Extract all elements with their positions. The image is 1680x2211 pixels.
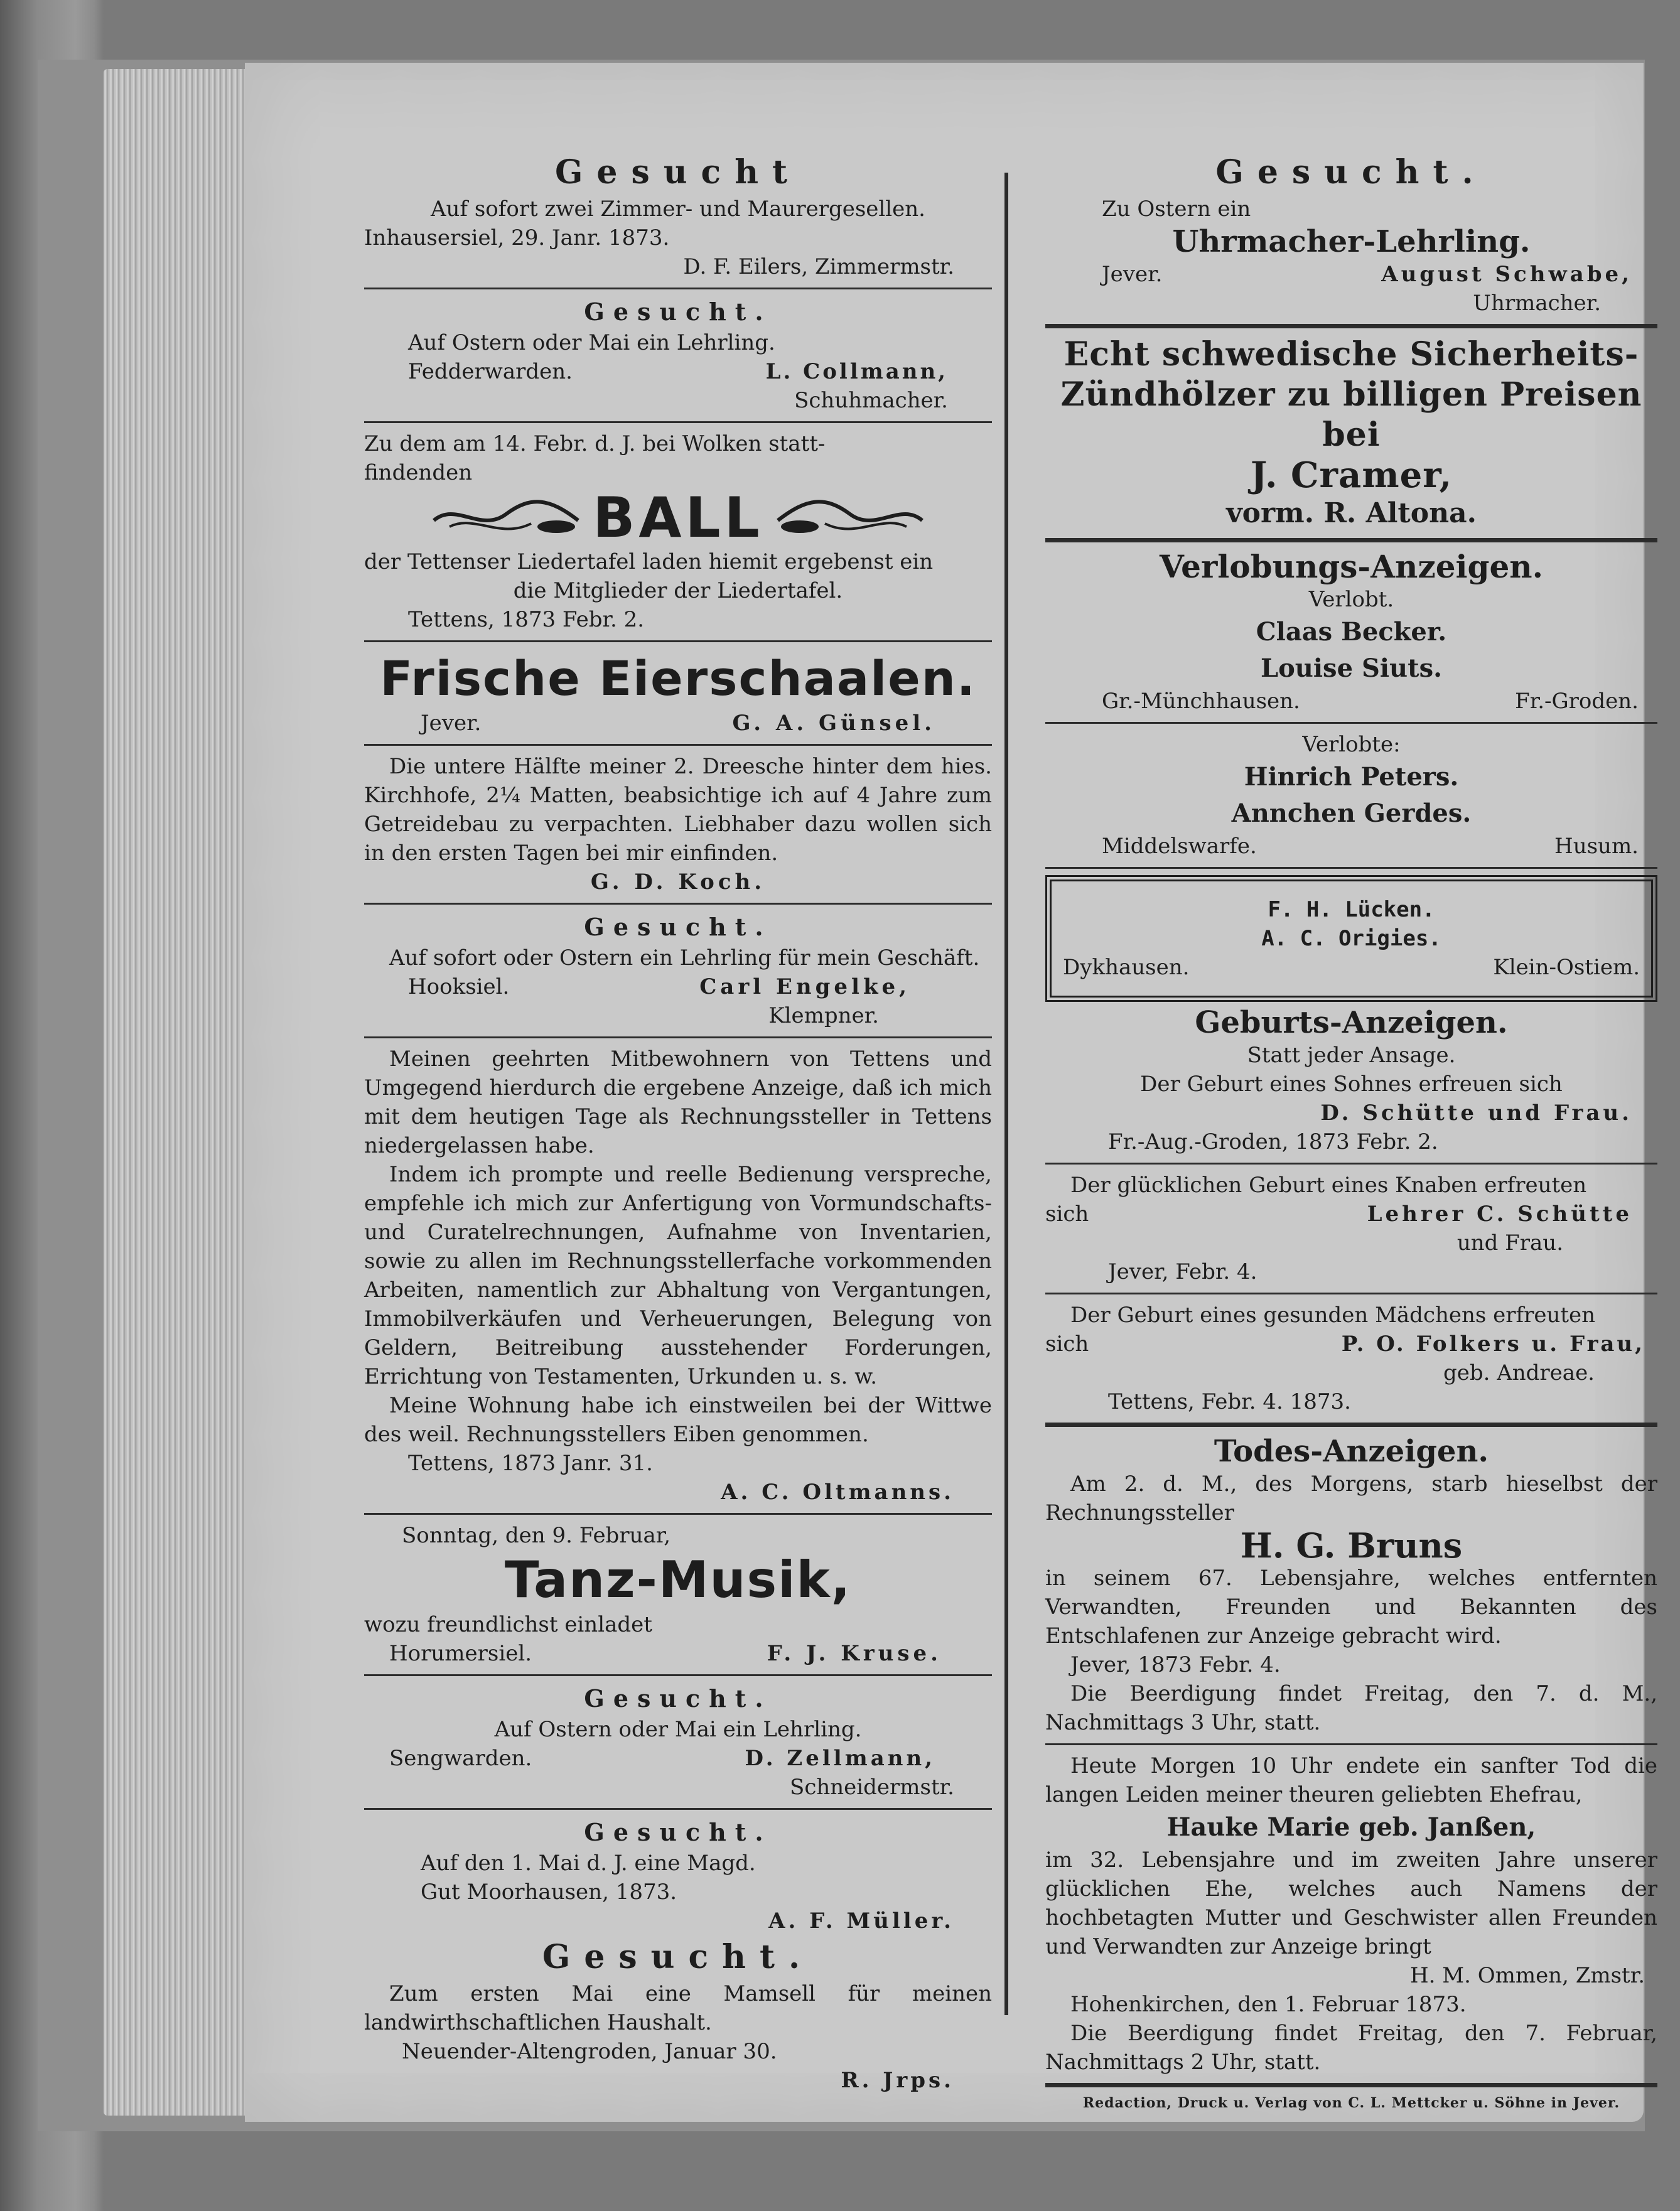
ad-name: Annchen Gerdes. bbox=[1231, 799, 1472, 828]
ad-name: Hauke Marie geb. Janßen, bbox=[1166, 1812, 1536, 1842]
divider bbox=[1045, 1163, 1657, 1165]
ad-tod-bruns bbox=[1045, 1433, 1657, 1737]
ad-date: Inhausersiel, 29. Janr. 1873. bbox=[364, 225, 670, 250]
ad-date: Hohenkirchen, den 1. Februar 1873. bbox=[1070, 1992, 1467, 2017]
divider bbox=[364, 903, 992, 905]
ad-tanzmusik bbox=[364, 1521, 992, 1668]
ad-date: Tettens, 1873 Janr. 31. bbox=[408, 1451, 653, 1476]
section-title: Verlobungs-Anzeigen. bbox=[1159, 548, 1544, 585]
ad-date: Tettens, Febr. 4. 1873. bbox=[1108, 1389, 1351, 1414]
divider bbox=[364, 640, 992, 642]
ad-title: Gesucht. bbox=[542, 1938, 814, 1976]
ad-zuendhoelzer bbox=[1045, 335, 1657, 532]
ad-gesucht-mamsell bbox=[364, 1935, 992, 2095]
left-column bbox=[364, 151, 992, 2095]
ad-text: Auf Ostern oder Mai ein Lehrling. bbox=[408, 330, 775, 355]
ad-title: Gesucht. bbox=[584, 1818, 772, 1846]
divider bbox=[1045, 324, 1657, 328]
divider bbox=[364, 744, 992, 746]
ad-signature: D. F. Eilers, Zimmermstr. bbox=[683, 254, 954, 279]
ad-text: Die Beerdigung findet Freitag, den 7. Februar, Nachmittags 2 Uhr, statt. bbox=[1045, 2021, 1657, 2075]
ad-place: Gr.-Münchhausen. bbox=[1102, 689, 1300, 714]
ad-dreesche bbox=[364, 752, 992, 896]
ad-text: Auf Ostern oder Mai ein Lehrling. bbox=[494, 1717, 862, 1742]
ad-title: Gesucht bbox=[554, 153, 802, 191]
ad-gesucht-magd bbox=[364, 1816, 992, 1935]
section-title: Todes-Anzeigen. bbox=[1214, 1434, 1489, 1469]
ad-text: Die untere Hälfte meiner 2. Dreesche hinter dem hies. Kirchhofe, 2¼ Matten, beabsichtige ich auf 4 Jahre zum Getreidebau zu verpachten. Liebhaber dazu wollen sich in den ersten Tagen bei mir einfinden. bbox=[364, 754, 992, 866]
divider bbox=[1045, 538, 1657, 542]
ad-text: Der glücklichen Geburt eines Knaben erfreuten bbox=[1070, 1173, 1587, 1198]
ad-name: F. J. Kruse. bbox=[767, 1641, 942, 1666]
divider bbox=[1045, 1743, 1657, 1745]
ad-title: Tanz-Musik, bbox=[504, 1551, 852, 1609]
ad-text: Indem ich prompte und reelle Bedienung verspreche, empfehle ich mich zur Anfertigung von Vormundschafts- und Curatelrechnungen, Aufnahme von Inventarien, sowie zu allen im Rechnungsstellerfache vorkommenden Arbeiten, namentlich zur Abhaltung von Vergantungen, Immobilverkäufen und Verheuerungen, Belegung von Geldern, Beitreibung ausstehender Forderungen, Errichtung von Testamenten, Urkunden u. s. w. bbox=[364, 1162, 992, 1389]
ad-signature: A. C. Oltmanns. bbox=[721, 1480, 954, 1505]
ad-title: Gesucht. bbox=[584, 1684, 772, 1713]
ad-title: Gesucht. bbox=[1215, 153, 1487, 191]
imprint: Redaction, Druck u. Verlag von C. L. Mettcker u. Söhne in Jever. bbox=[1082, 2095, 1620, 2111]
ad-text: sich bbox=[1045, 1202, 1089, 1227]
ad-name: August Schwabe, bbox=[1381, 262, 1632, 287]
ad-uhrmacher bbox=[1045, 151, 1657, 318]
ad-date: Tettens, 1873 Febr. 2. bbox=[408, 607, 645, 632]
ad-place: Hooksiel. bbox=[408, 974, 510, 999]
ad-date: Neuender-Altengroden, Januar 30. bbox=[402, 2039, 777, 2064]
ad-footer bbox=[1045, 687, 1657, 716]
ad-geburt-2 bbox=[1045, 1171, 1657, 1286]
ad-ball bbox=[364, 429, 992, 634]
ad-text: Der Geburt eines gesunden Mädchens erfreuten bbox=[1070, 1303, 1596, 1328]
ad-name: Louise Siuts. bbox=[1260, 654, 1443, 683]
ad-text: Meine Wohnung habe ich einstweilen bei der Wittwe des weil. Rechnungsstellers Eiben genommen. bbox=[364, 1393, 992, 1447]
ad-name: Carl Engelke, bbox=[699, 974, 910, 999]
ad-date: Jever, 1873 Febr. 4. bbox=[1070, 1652, 1281, 1677]
ad-rechnungssteller bbox=[364, 1045, 992, 1507]
ad-signature: G. D. Koch. bbox=[590, 869, 766, 895]
ad-geburt-1 bbox=[1045, 1004, 1657, 1156]
ad-signature: R. Jrps. bbox=[841, 2068, 954, 2093]
ad-name: Lehrer C. Schütte bbox=[1367, 1202, 1632, 1227]
divider bbox=[1045, 1423, 1657, 1427]
ad-trade: Schuhmacher. bbox=[794, 388, 948, 413]
ad-name: H. G. Bruns bbox=[1240, 1525, 1463, 1566]
ad-footer bbox=[364, 1639, 992, 1668]
ad-text: sich bbox=[1045, 1331, 1089, 1357]
divider bbox=[1045, 722, 1657, 724]
ad-text: in seinem 67. Lebensjahre, welches entfernten Verwandten, Freunden und Bekannten des Entschlafenen zur Anzeige gebracht wird. bbox=[1045, 1566, 1657, 1649]
ad-text: Zu dem am 14. Febr. d. J. bei Wolken statt- bbox=[364, 431, 826, 456]
ad-text: findenden bbox=[364, 460, 473, 485]
section-title: Geburts-Anzeigen. bbox=[1195, 1005, 1508, 1040]
ad-tod-janssen bbox=[1045, 1751, 1657, 2077]
ad-place: Fr.-Groden. bbox=[1515, 689, 1639, 714]
ad-name: L. Collmann, bbox=[765, 359, 948, 384]
ad-footer bbox=[1045, 832, 1657, 861]
ad-place: Klein-Ostiem. bbox=[1493, 955, 1640, 980]
ad-text: Zu Ostern ein bbox=[1102, 196, 1251, 222]
ad-title: Gesucht. bbox=[584, 913, 772, 941]
ad-gesucht-lehrling-1 bbox=[364, 296, 992, 415]
ad-text: Auf sofort zwei Zimmer- und Maurergesellen. bbox=[430, 196, 925, 222]
ad-gesucht-lehrling-3 bbox=[364, 1682, 992, 1802]
ad-place: Horumersiel. bbox=[389, 1641, 532, 1666]
ad-signature: A. F. Müller. bbox=[768, 1908, 954, 1934]
ad-place: Dykhausen. bbox=[1063, 955, 1190, 980]
right-column bbox=[1045, 151, 1657, 2112]
ad-geburt-3 bbox=[1045, 1301, 1657, 1416]
ad-text: der Tettenser Liedertafel laden hiemit ergebenst ein bbox=[364, 549, 934, 574]
ad-name: J. Cramer, bbox=[1250, 455, 1453, 496]
ad-text: im 32. Lebensjahre und im zweiten Jahre unserer glücklichen Ehe, welches auch Namens der hochbetagten Mutter und Geschwister allen Freunden und Verwandten zur Anzeige bringt bbox=[1045, 1848, 1657, 1959]
ad-headline: Echt schwedische Sicherheits- bbox=[1063, 335, 1639, 374]
ad-headline: Uhrmacher-Lehrling. bbox=[1172, 224, 1531, 259]
flourish-right-icon bbox=[775, 495, 925, 539]
ad-text: die Mitglieder der Liedertafel. bbox=[513, 578, 843, 603]
ad-text: Heute Morgen 10 Uhr endete ein sanfter Tod die langen Leiden meiner theuren geliebten Ehefrau, bbox=[1045, 1753, 1657, 1807]
ad-trade: Klempner. bbox=[768, 1003, 879, 1028]
ad-gesucht-lehrling-2 bbox=[364, 911, 992, 1030]
ad-text: Verlobt. bbox=[1308, 587, 1394, 612]
ad-footer bbox=[364, 972, 992, 1001]
ad-title: Frische Eierschaalen. bbox=[380, 650, 976, 706]
divider bbox=[364, 1036, 992, 1038]
ad-trade: Schneidermstr. bbox=[790, 1775, 954, 1800]
ad-name: D. Zellmann, bbox=[745, 1746, 935, 1771]
ball-banner bbox=[364, 485, 992, 550]
ad-place: Fedderwarden. bbox=[408, 359, 573, 384]
ad-row bbox=[1045, 1200, 1657, 1229]
divider bbox=[364, 421, 992, 423]
ad-text: Statt jeder Ansage. bbox=[1247, 1043, 1456, 1068]
ad-footer bbox=[1045, 260, 1657, 289]
ad-name: F. H. Lücken. bbox=[1268, 897, 1435, 922]
ad-footer bbox=[364, 709, 992, 738]
flourish-left-icon bbox=[431, 495, 581, 539]
ad-text: Die Beerdigung findet Freitag, den 7. d. M., Nachmittags 3 Uhr, statt. bbox=[1045, 1681, 1657, 1735]
column-rule bbox=[1004, 173, 1008, 2015]
page-edges bbox=[104, 69, 254, 2116]
ad-name: P. O. Folkers u. Frau, bbox=[1341, 1331, 1645, 1357]
divider bbox=[364, 1674, 992, 1676]
divider bbox=[1045, 1293, 1657, 1294]
ad-name: D. Schütte und Frau. bbox=[1320, 1100, 1632, 1126]
ad-text: geb. Andreae. bbox=[1443, 1360, 1595, 1385]
ad-text: Gut Moorhausen, 1873. bbox=[421, 1880, 677, 1905]
ad-date: Fr.-Aug.-Groden, 1873 Febr. 2. bbox=[1108, 1129, 1438, 1154]
ad-text: Verlobte: bbox=[1302, 732, 1401, 757]
ad-text: Auf sofort oder Ostern ein Lehrling für mein Geschäft. bbox=[389, 945, 980, 971]
ad-framed-names bbox=[1045, 875, 1657, 1002]
ad-text: Meinen geehrten Mitbewohnern von Tettens und Umgegend hierdurch die ergebene Anzeige, daß ich mich mit dem heutigen Tage als Rechnungssteller in Tettens niedergelassen habe. bbox=[364, 1046, 992, 1158]
divider bbox=[364, 1808, 992, 1810]
ad-text: und Frau. bbox=[1457, 1230, 1563, 1256]
ad-text: Der Geburt eines Sohnes erfreuen sich bbox=[1140, 1072, 1563, 1097]
ad-text: Zum ersten Mai eine Mamsell für meinen landwirthschaftlichen Haushalt. bbox=[364, 1981, 992, 2035]
ball-word: BALL bbox=[593, 485, 763, 550]
ad-name: Hinrich Peters. bbox=[1244, 762, 1459, 792]
ad-text: Am 2. d. M., des Morgens, starb hieselbst der Rechnungssteller bbox=[1045, 1471, 1657, 1525]
ad-text: wozu freundlichst einladet bbox=[364, 1612, 652, 1637]
ad-eierschaalen bbox=[364, 648, 992, 738]
ad-place: Sengwarden. bbox=[389, 1746, 532, 1771]
divider bbox=[1045, 867, 1657, 869]
ad-name: G. A. Günsel. bbox=[732, 711, 935, 736]
divider bbox=[364, 1513, 992, 1515]
ad-place: Husum. bbox=[1554, 834, 1639, 859]
ad-place: Jever. bbox=[421, 711, 482, 736]
ad-name: A. C. Origies. bbox=[1261, 926, 1441, 951]
ad-name: Claas Becker. bbox=[1256, 617, 1447, 647]
ad-footer bbox=[1063, 953, 1640, 982]
ad-title: Gesucht. bbox=[584, 298, 772, 326]
divider bbox=[1045, 2083, 1657, 2087]
ad-place: Middelswarfe. bbox=[1102, 834, 1257, 859]
ad-headline: Zündhölzer zu billigen Preisen bei bbox=[1060, 375, 1642, 454]
ad-row bbox=[1045, 1330, 1657, 1358]
divider bbox=[364, 288, 992, 289]
ad-trade: Uhrmacher. bbox=[1473, 291, 1601, 316]
ad-text: Sonntag, den 9. Februar, bbox=[402, 1523, 671, 1548]
ad-place: Jever. bbox=[1102, 262, 1163, 287]
ad-footer bbox=[364, 357, 992, 386]
ad-gesucht-gesellen bbox=[364, 151, 992, 281]
ad-text: Auf den 1. Mai d. J. eine Magd. bbox=[421, 1851, 756, 1876]
ad-footer bbox=[364, 1744, 992, 1773]
ad-signature: H. M. Ommen, Zmstr. bbox=[1410, 1963, 1645, 1988]
ad-date: Jever, Febr. 4. bbox=[1108, 1259, 1257, 1284]
ad-verlobung bbox=[1045, 549, 1657, 861]
ad-name: vorm. R. Altona. bbox=[1226, 497, 1477, 529]
